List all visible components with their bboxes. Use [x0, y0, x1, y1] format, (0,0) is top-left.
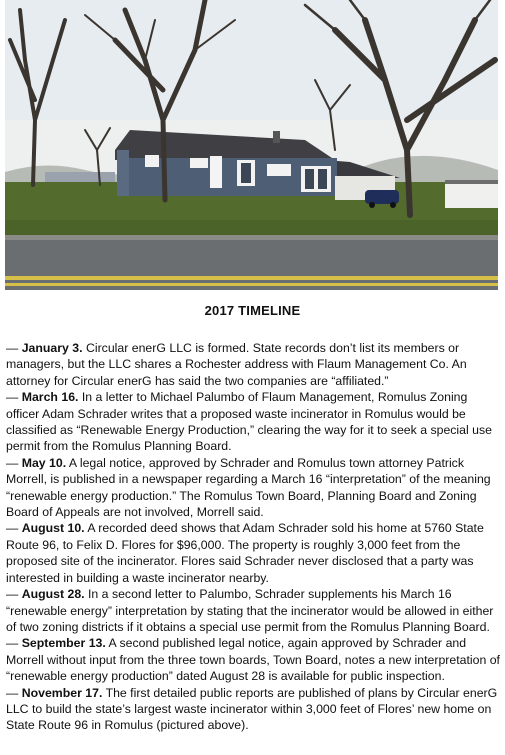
- entry-date: August 28.: [21, 587, 85, 602]
- timeline-entry: [6, 455, 500, 521]
- house-photo: [5, 0, 498, 290]
- entry-date: January 3.: [21, 341, 83, 355]
- entry-prefix: —: [6, 521, 22, 536]
- entry-text: Circular enerG LLC is formed. State records don’t list its members or managers, but the LLC shares a Rochester address with Flaum Management Co. An attorney for Circular enerG has said the two companies are “affiliated.”: [6, 341, 467, 388]
- entry-text: A second published legal notice, again approved by Schrader and Morrell without input from the three town boards, Town Board, notes a new interpretation of “renewable energy production” dated August 28 is available for public inspection.: [6, 636, 500, 684]
- entry-text: In a second letter to Palumbo, Schrader supplements his March 16 “renewable energy” interpretation by stating that the incinerator would be allowed in either of two zoning districts if it obtains a special use permit from the Romulus Planning Board.: [6, 587, 494, 634]
- timeline-entry: [6, 520, 500, 586]
- entry-prefix: —: [6, 636, 22, 651]
- timeline-entry: [6, 685, 500, 734]
- timeline-entry: [6, 389, 500, 455]
- entry-text: A recorded deed shows that Adam Schrader sold his home at 5760 State Route 96, to Felix D. Flores for $96,000. The property is roughly 3,000 feet from the proposed site of the incinerator. Flores said Schrader never disclosed that a party was interested in building a waste incinerator nearby.: [6, 521, 484, 585]
- entry-prefix: —: [6, 587, 22, 602]
- entry-prefix: —: [6, 455, 22, 470]
- entry-text: In a letter to Michael Palumbo of Flaum Management, Romulus Zoning officer Adam Schrader writes that a proposed waste incinerator in Romulus would be classified as “Renewable Energy Production,” clearing the way for it to seek a special use permit from the Romulus Planning Board.: [6, 390, 492, 454]
- timeline-heading: 2017 TIMELINE: [204, 303, 301, 318]
- entry-prefix: —: [6, 341, 22, 355]
- entry-text: The first detailed public reports are published of plans by Circular enerG LLC to build the state’s largest waste incinerator within 3,000 feet of Flores’ new home on State Route 96 in Romulus (pictured above).: [6, 685, 498, 733]
- timeline-entry: [6, 340, 500, 389]
- entry-prefix: —: [6, 685, 22, 700]
- timeline-entry: [6, 586, 500, 635]
- entry-prefix: —: [6, 390, 22, 405]
- entry-date: August 10.: [21, 521, 85, 536]
- entry-text: A legal notice, approved by Schrader and Romulus town attorney Patrick Morrell, is published in a newspaper regarding a March 16 “interpretation” of the meaning “renewable energy production.” The Romulus Town Board, Planning Board and Zoning Board of Appeals are not involved, Morrell said.: [6, 455, 491, 520]
- timeline-list: [6, 340, 500, 734]
- entry-date: November 17.: [21, 685, 103, 700]
- timeline-entry: [6, 635, 500, 684]
- entry-date: March 16.: [21, 390, 79, 405]
- entry-date: May 10.: [21, 455, 67, 470]
- entry-date: September 13.: [21, 636, 106, 651]
